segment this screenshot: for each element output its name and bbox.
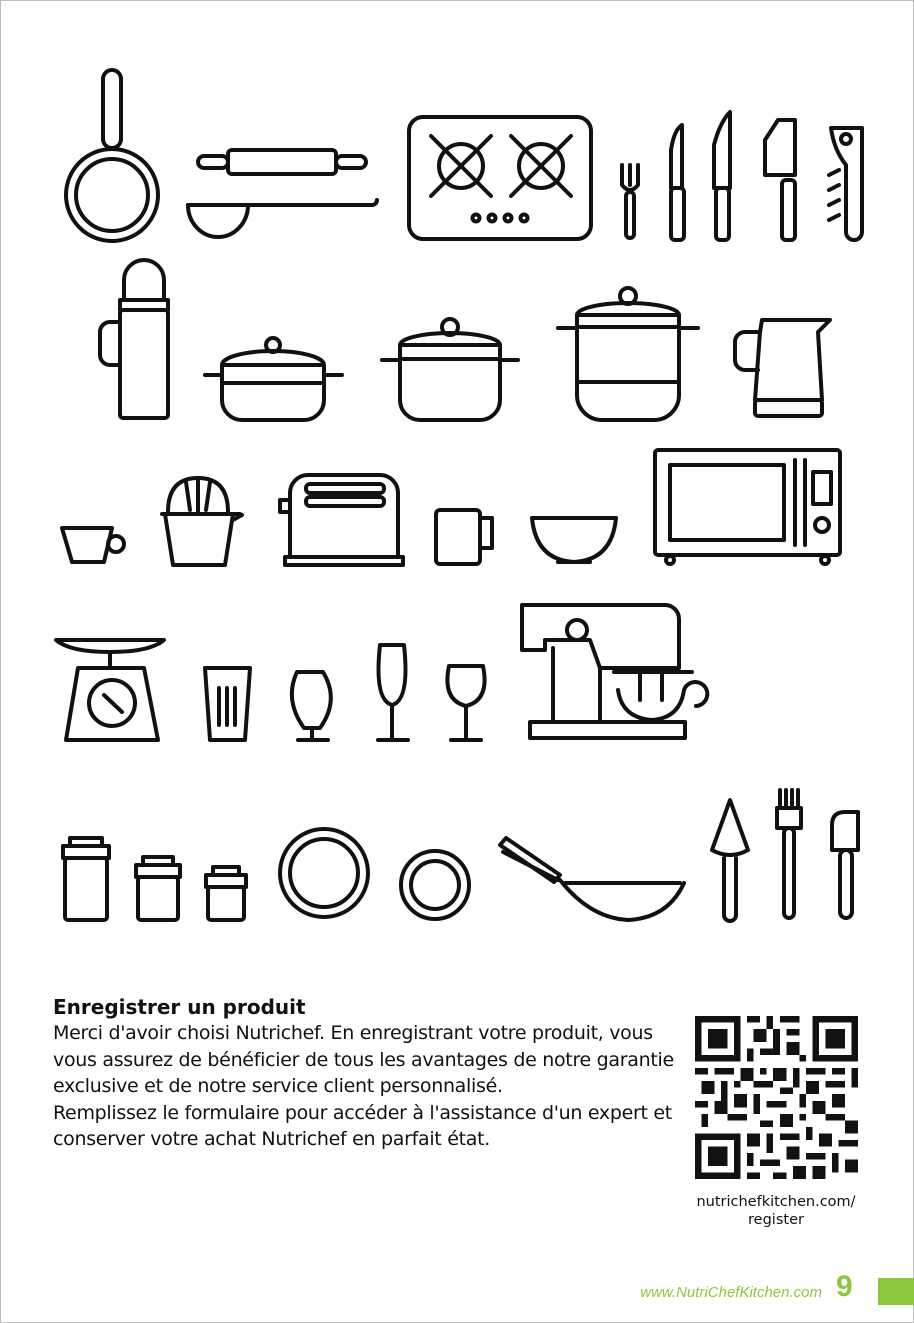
registration-section: [53, 994, 683, 1153]
accent-bar: [878, 1278, 914, 1305]
qr-caption: [676, 1193, 876, 1229]
bottle-opener-icon: [829, 128, 862, 240]
toaster-icon: [280, 475, 403, 565]
footer-website-link[interactable]: www.NutriChefKitchen.com: [640, 1284, 822, 1301]
brandy-glass-icon: [292, 672, 331, 740]
page-number: 9: [836, 1270, 853, 1303]
qr-caption-line-2: register: [748, 1212, 804, 1228]
canister-large-icon: [63, 838, 109, 920]
small-plate-icon: [401, 851, 469, 919]
kitchen-scale-icon: [56, 640, 164, 740]
canister-small-icon: [206, 867, 246, 920]
fork-icon: [622, 165, 638, 238]
rolling-pin-icon: [198, 150, 366, 174]
stand-mixer-icon: [522, 605, 707, 738]
shallow-pot-icon: [205, 338, 342, 420]
casserole-pot-icon: [382, 319, 518, 420]
pie-server-icon: [712, 800, 748, 921]
registration-title: Enregistrer un produit: [53, 995, 306, 1019]
citrus-juicer-icon: [162, 478, 242, 565]
wok-icon: [500, 838, 684, 920]
registration-paragraph-2: Remplissez le formulaire pour accéder à l'assistance d'un expert et conserver votre achat Nutrichef en parfait état.: [53, 1101, 672, 1150]
bowl-icon: [532, 518, 616, 562]
thermos-icon: [100, 260, 168, 418]
stock-pot-icon: [558, 288, 698, 420]
tumbler-glass-icon: [205, 668, 250, 740]
chef-knife-icon: [714, 112, 730, 240]
registration-paragraph-1: Merci d'avoir choisi Nutrichef. En enregistrant votre produit, vous vous assurez de bénéficier de tous les avantages de notre garantie exclusive et de notre service client personnalisé.: [53, 1022, 674, 1097]
pastry-brush-icon: [777, 790, 801, 918]
champagne-flute-icon: [378, 645, 408, 740]
espresso-cup-icon: [62, 528, 124, 562]
frying-pan-icon: [66, 70, 158, 241]
qr-code[interactable]: [695, 1016, 858, 1179]
paring-knife-icon: [671, 125, 684, 240]
microwave-icon: [655, 450, 840, 564]
mug-icon: [436, 510, 492, 564]
wine-glass-icon: [447, 666, 484, 740]
gas-stove-icon: [409, 117, 591, 239]
canister-medium-icon: [136, 857, 180, 920]
electric-kettle-icon: [735, 320, 830, 416]
cleaver-icon: [765, 120, 795, 240]
spatula-icon: [832, 812, 858, 918]
qr-caption-line-1: nutrichefkitchen.com/: [696, 1194, 856, 1210]
dinner-plate-icon: [280, 829, 368, 917]
measuring-spoon-icon: [188, 200, 377, 237]
